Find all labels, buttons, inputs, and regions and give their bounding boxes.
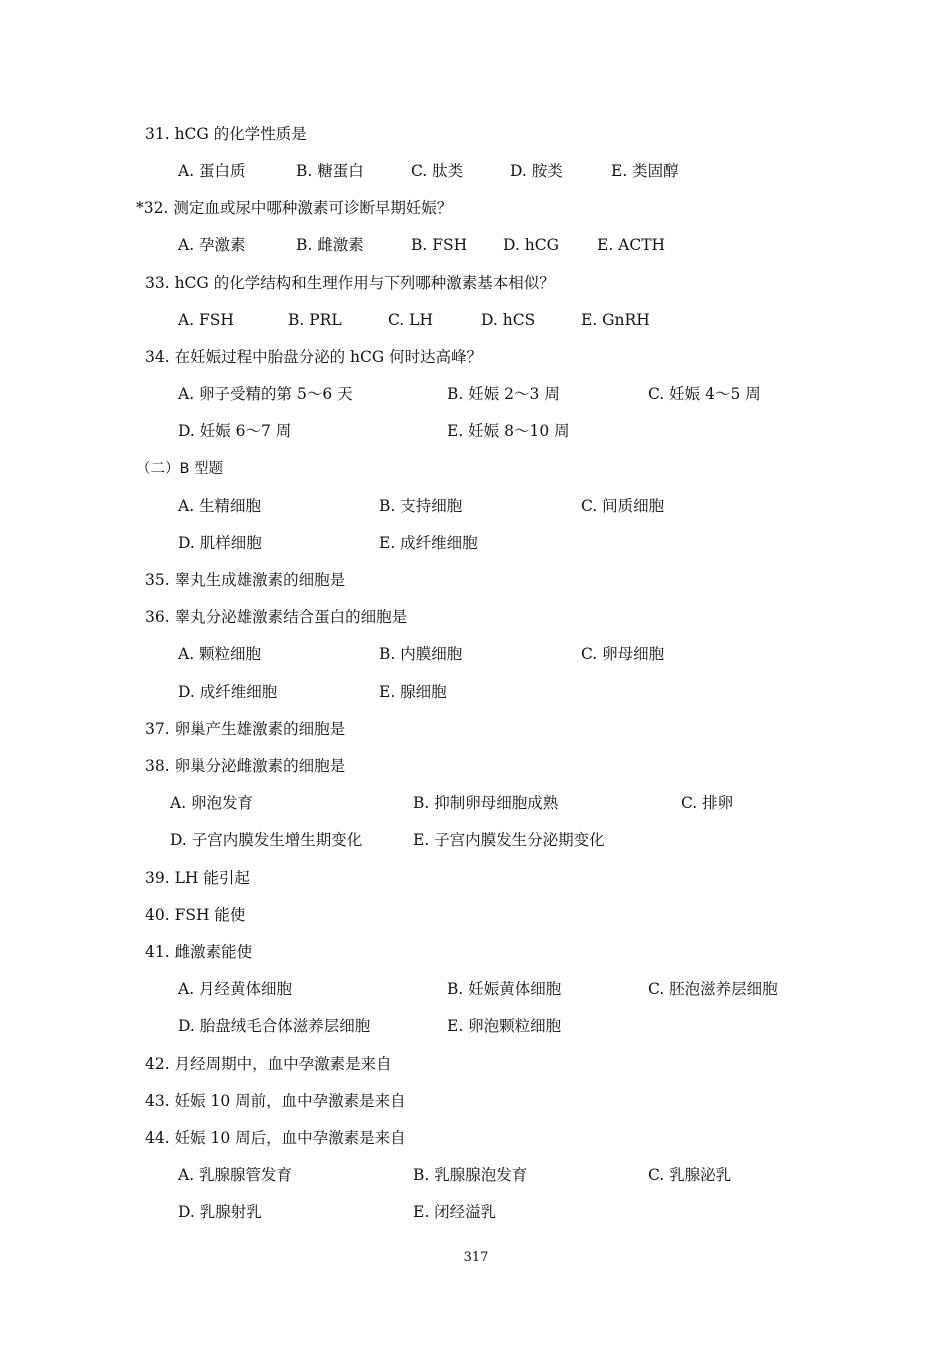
g4-option-a: A. 月经黄体细胞 [178, 980, 293, 998]
g2-option-a: A. 颗粒细胞 [178, 645, 262, 663]
q32-option-e: E. ACTH [597, 236, 666, 254]
g4-option-b: B. 妊娠黄体细胞 [447, 980, 562, 998]
q32-option-a: A. 孕激素 [178, 236, 246, 254]
g1-option-a: A. 生精细胞 [178, 497, 262, 515]
question-40: 40. FSH 能使 [145, 906, 246, 924]
g1-option-c: C. 间质细胞 [581, 497, 665, 515]
question-42: 42. 月经周期中，血中孕激素是来自 [145, 1055, 392, 1073]
g2-option-e: E. 腺细胞 [379, 683, 447, 701]
question-37: 37. 卵巢产生雄激素的细胞是 [145, 720, 346, 738]
q34-option-b: B. 妊娠 2～3 周 [447, 385, 560, 403]
g4-option-c: C. 胚泡滋养层细胞 [648, 980, 778, 998]
g1-option-b: B. 支持细胞 [379, 497, 463, 515]
question-35: 35. 睾丸生成雄激素的细胞是 [145, 571, 346, 589]
g5-option-c: C. 乳腺泌乳 [648, 1166, 732, 1184]
q32-option-d: D. hCG [503, 236, 559, 254]
g5-option-b: B. 乳腺腺泡发育 [413, 1166, 528, 1184]
g3-option-a: A. 卵泡发育 [170, 794, 254, 812]
q31-option-e: E. 类固醇 [611, 162, 679, 180]
q34-option-d: D. 妊娠 6～7 周 [178, 422, 292, 440]
g2-option-d: D. 成纤维细胞 [178, 683, 278, 701]
q33-option-d: D. hCS [481, 311, 536, 329]
g1-option-e: E. 成纤维细胞 [379, 534, 478, 552]
g4-option-e: E. 卵泡颗粒细胞 [447, 1017, 562, 1035]
q31-option-b: B. 糖蛋白 [296, 162, 364, 180]
question-36: 36. 睾丸分泌雄激素结合蛋白的细胞是 [145, 608, 408, 626]
question-32: *32. 测定血或尿中哪种激素可诊断早期妊娠？ [136, 199, 453, 217]
g2-option-b: B. 内膜细胞 [379, 645, 463, 663]
question-33: 33. hCG 的化学结构和生理作用与下列哪种激素基本相似？ [145, 274, 555, 292]
question-43: 43. 妊娠 10 周前，血中孕激素是来自 [145, 1092, 406, 1110]
q32-option-b: B. 雌激素 [296, 236, 364, 254]
g3-option-c: C. 排卵 [681, 794, 734, 812]
page-number: 317 [463, 1250, 489, 1265]
q33-option-c: C. LH [388, 311, 433, 329]
g5-option-e: E. 闭经溢乳 [413, 1203, 497, 1221]
q34-option-a: A. 卵子受精的第 5～6 天 [178, 385, 353, 403]
question-34: 34. 在妊娠过程中胎盘分泌的 hCG 何时达高峰？ [145, 348, 483, 366]
question-39: 39. LH 能引起 [145, 869, 250, 887]
question-38: 38. 卵巢分泌雌激素的细胞是 [145, 757, 346, 775]
question-44: 44. 妊娠 10 周后，血中孕激素是来自 [145, 1129, 406, 1147]
g3-option-d: D. 子宫内膜发生增生期变化 [170, 831, 363, 849]
g4-option-d: D. 胎盘绒毛合体滋养层细胞 [178, 1017, 371, 1035]
q34-option-e: E. 妊娠 8～10 周 [447, 422, 570, 440]
g2-option-c: C. 卵母细胞 [581, 645, 665, 663]
question-41: 41. 雌激素能使 [145, 943, 253, 961]
section-heading-b: （二）B 型题 [136, 461, 224, 477]
g3-option-b: B. 抑制卵母细胞成熟 [413, 794, 559, 812]
q34-option-c: C. 妊娠 4～5 周 [648, 385, 761, 403]
q33-option-a: A. FSH [178, 311, 234, 329]
question-31: 31. hCG 的化学性质是 [145, 125, 307, 143]
q33-option-b: B. PRL [288, 311, 342, 329]
q33-option-e: E. GnRH [581, 311, 650, 329]
g1-option-d: D. 肌样细胞 [178, 534, 262, 552]
g3-option-e: E. 子宫内膜发生分泌期变化 [413, 831, 605, 849]
q31-option-d: D. 胺类 [510, 162, 563, 180]
q31-option-c: C. 肽类 [411, 162, 464, 180]
q32-option-c: B. FSH [411, 236, 468, 254]
g5-option-a: A. 乳腺腺管发育 [178, 1166, 293, 1184]
q31-option-a: A. 蛋白质 [178, 162, 246, 180]
g5-option-d: D. 乳腺射乳 [178, 1203, 262, 1221]
